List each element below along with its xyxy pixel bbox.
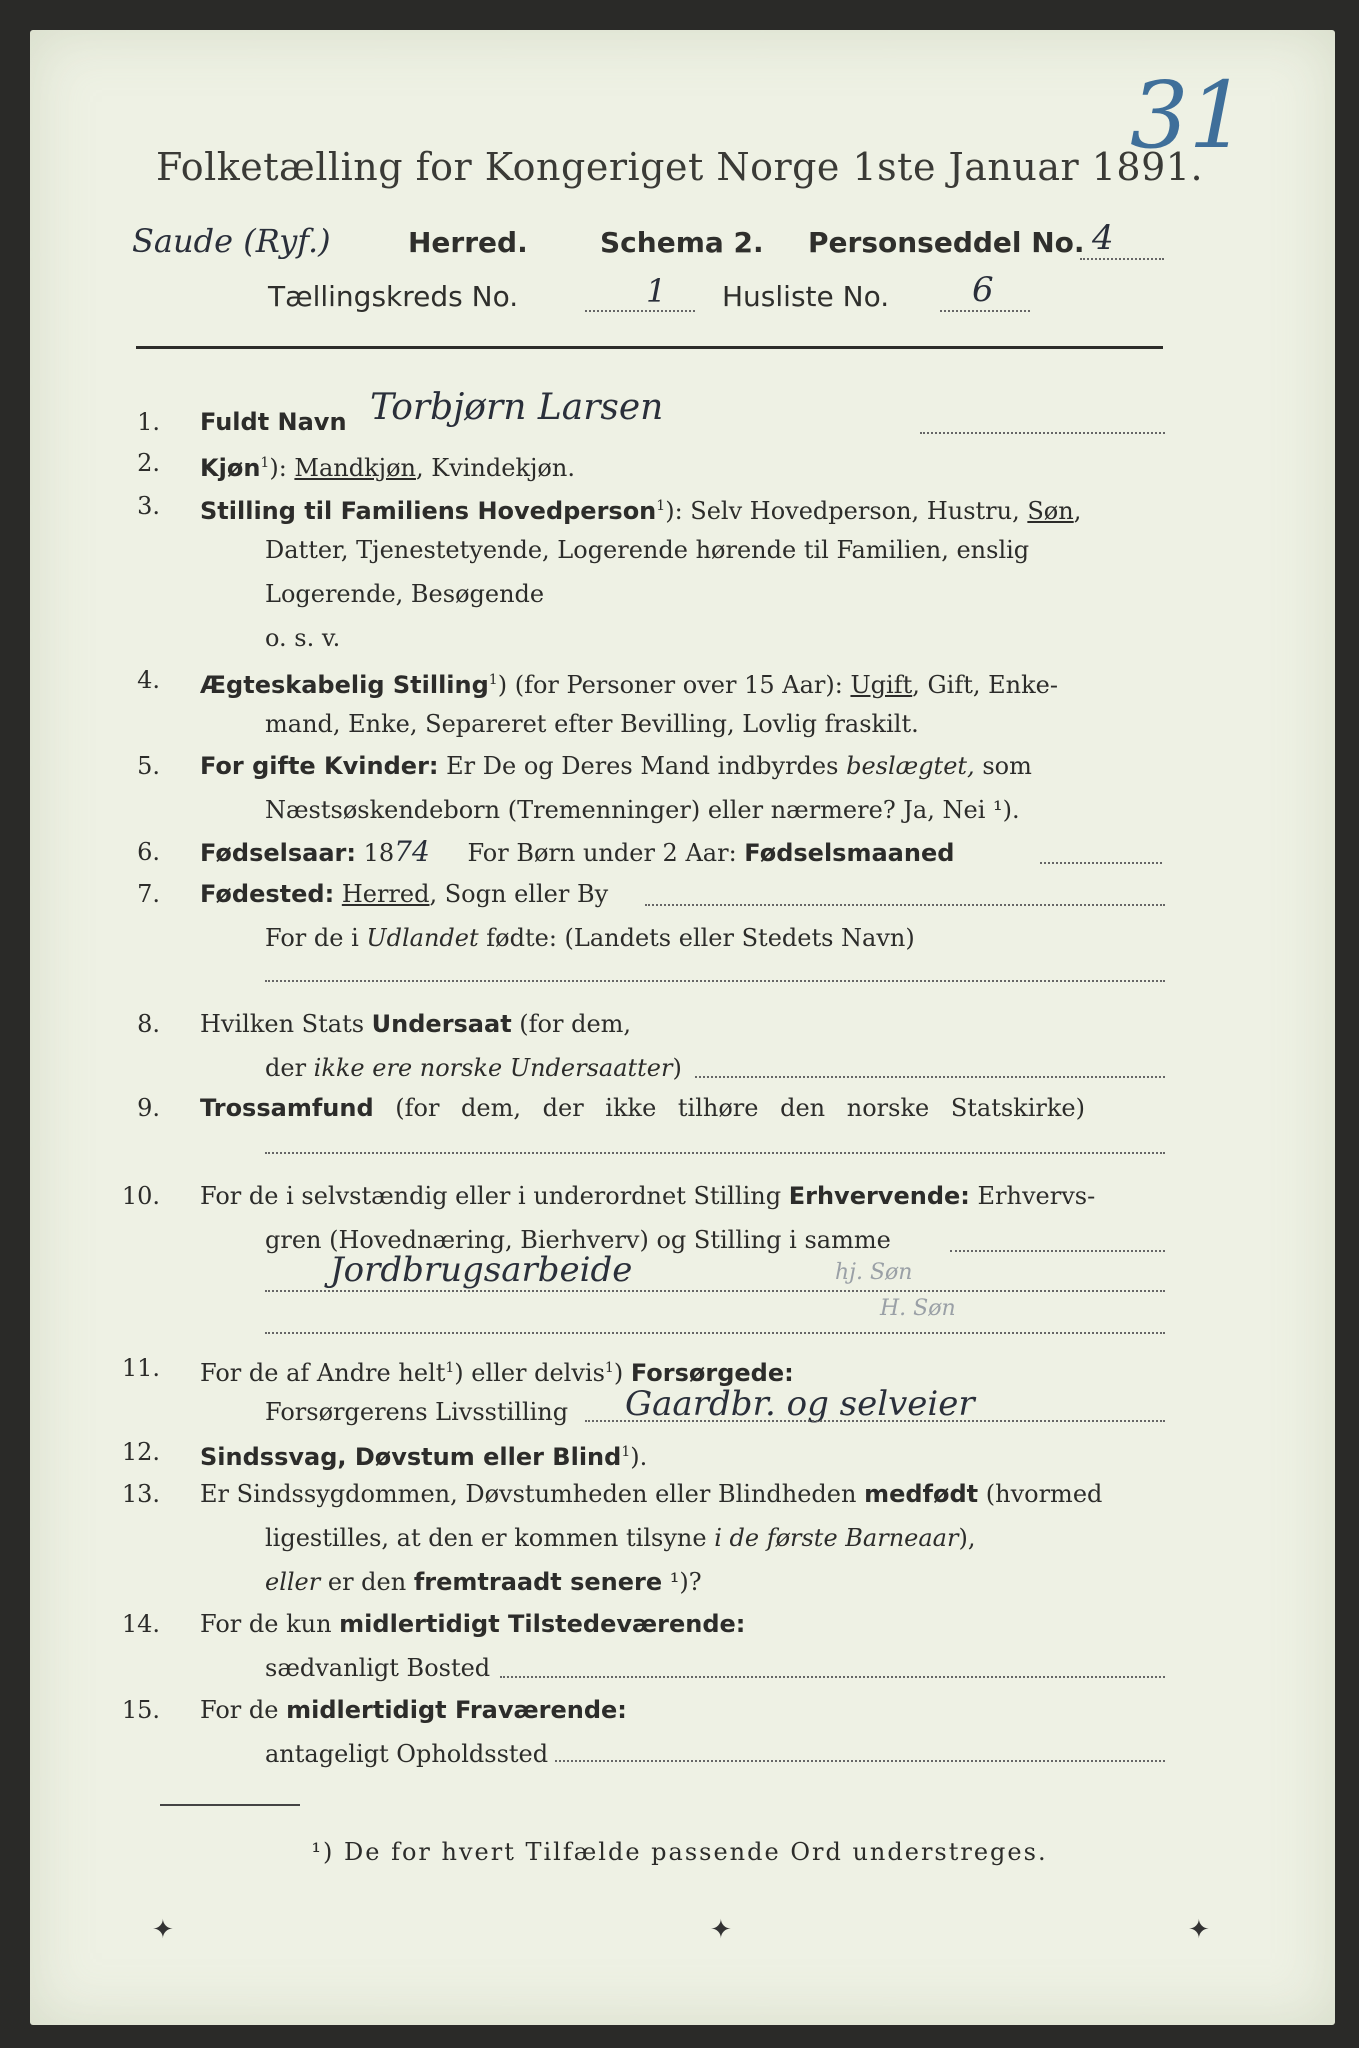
item-7-line1: , Sogn eller By [429, 880, 609, 908]
occupation-annotation-2: H. Søn [880, 1296, 956, 1321]
item-13-line3b: ¹)? [662, 1568, 702, 1596]
item-7-label: Fødested: [200, 880, 335, 908]
form-title: Folketælling for Kongeriget Norge 1ste Januar 1891. [155, 145, 1204, 189]
item-1-number: 1. [137, 408, 160, 436]
item-3-label: Stilling til Familiens Hovedperson [200, 497, 657, 525]
item-13-line1b: (hvormed [978, 1480, 1103, 1508]
item-6-middle: For Børn under 2 Aar: [459, 839, 745, 867]
item-10-line1a: For de i selvstændig eller i underordnet Stilling [200, 1182, 789, 1210]
option-ugift: Ugift [850, 671, 913, 699]
item-15-number: 15. [121, 1696, 160, 1724]
kreds-label: Tællingskreds No. [268, 280, 519, 313]
item-10-line2: gren (Hovednæring, Bierhverv) og Stilling i samme [265, 1226, 891, 1254]
page-number-stamp: 31 [1130, 62, 1248, 169]
item-11-line1b: ) eller delvis [454, 1359, 605, 1387]
item-2-number: 2. [137, 449, 160, 477]
item-1-label: Fuldt Navn [200, 408, 347, 436]
item-2-rest: ): [269, 454, 295, 482]
item-11-line1a: For de af Andre helt [200, 1359, 446, 1387]
item-7-number: 7. [137, 880, 160, 908]
herred-label: Herred. [408, 226, 528, 259]
option-son: Søn [1027, 497, 1074, 525]
item-5-number: 5. [137, 752, 160, 780]
item-8-line1a: Hvilken Stats [200, 1010, 372, 1038]
full-name-value: Torbjørn Larsen [370, 387, 664, 428]
item-10-dots [950, 1250, 1165, 1252]
item-12-label: Sindssvag, Døvstum eller Blind [200, 1443, 622, 1471]
item-15-dots [555, 1760, 1165, 1762]
item-6-label: Fødselsaar: [200, 839, 356, 867]
item-7-line2b: fødte: (Landets eller Stedets Navn) [478, 924, 915, 952]
provider-occupation-value: Gaardbr. og selveier [625, 1384, 975, 1424]
item-4-sup: 1 [488, 672, 498, 688]
husliste-dots [940, 310, 1030, 312]
item-4-line1-end: , Gift, Enke- [912, 671, 1058, 699]
item-4-number: 4. [137, 666, 160, 694]
item-12-end: ). [630, 1443, 648, 1471]
item-8-line2-italic: ikke ere norske Undersaatter [313, 1054, 673, 1082]
item-3-line3: Logerende, Besøgende [265, 580, 545, 608]
item-7-line2a: For de i [265, 924, 367, 952]
item-5-label: For gifte Kvinder: [200, 752, 439, 780]
item-7-dots [645, 904, 1165, 906]
item-8-dots [695, 1076, 1165, 1078]
item-12-number: 12. [121, 1438, 160, 1466]
birth-year-prefix: 18 [356, 839, 395, 867]
item-1-dots [920, 432, 1165, 434]
item-10-dots-2 [265, 1290, 1165, 1292]
option-mandkjon: Mandkjøn [294, 454, 416, 482]
item-3-sup: 1 [656, 498, 666, 514]
item-11-line2: Forsørgerens Livsstilling [265, 1398, 569, 1426]
item-7-line2-italic: Udlandet [366, 924, 479, 952]
binding-mark-right: ✦ [1188, 1915, 1210, 1945]
item-10-line1b: Erhvervs- [969, 1182, 1096, 1210]
binding-mark-left: ✦ [152, 1915, 174, 1945]
item-8-line2b: ) [672, 1054, 682, 1082]
item-11-number: 11. [121, 1354, 160, 1382]
item-10-label: Erhvervende: [788, 1182, 970, 1210]
item-6-label2: Fødselsmaaned [744, 839, 955, 867]
item-11-line1c: ) [613, 1359, 631, 1387]
item-14-number: 14. [121, 1610, 160, 1638]
item-3-number: 3. [137, 492, 160, 520]
item-11-label: Forsørgede: [630, 1359, 794, 1387]
birth-year-value: 74 [394, 835, 430, 868]
item-2-sup: 1 [260, 455, 270, 471]
item-8-label: Undersaat [371, 1010, 512, 1038]
item-3-line1: ): Selv Hovedperson, Hustru, [665, 497, 1028, 525]
herred-value: Saude (Ryf.) [132, 222, 331, 260]
item-13-line2a: ligestilles, at den er kommen tilsyne [265, 1524, 715, 1552]
kreds-dots [585, 310, 695, 312]
personseddel-label: Personseddel No. [808, 226, 1085, 259]
item-14-line1a: For de kun [200, 1610, 340, 1638]
item-9-label: Trossamfund [200, 1094, 374, 1122]
item-9-line1: (for dem, der ikke tilhøre den norske Statskirke) [373, 1094, 1085, 1122]
item-15-line2: antageligt Opholdssted [265, 1740, 549, 1768]
personseddel-value: 4 [1092, 218, 1114, 258]
husliste-value: 6 [972, 270, 994, 310]
item-5-line1-end: som [974, 752, 1032, 780]
item-5-line2: Næstsøskendeborn (Tremenninger) eller nærmere? Ja, Nei ¹). [265, 796, 1020, 824]
item-2-label: Kjøn [200, 454, 261, 482]
item-3-line1-end: , [1073, 497, 1082, 525]
item-13-number: 13. [121, 1480, 160, 1508]
personseddel-dots [1080, 258, 1164, 260]
item-8-line2a: der [265, 1054, 314, 1082]
schema-label: Schema 2. [600, 226, 764, 259]
item-8-line1b: (for dem, [511, 1010, 632, 1038]
item-7-dots-2 [265, 980, 1165, 982]
item-8-number: 8. [137, 1010, 160, 1038]
binding-mark-center: ✦ [710, 1915, 732, 1945]
footnote: ¹) De for hvert Tilfælde passende Ord understreges. [311, 1838, 1048, 1866]
item-13-line2b: ), [958, 1524, 976, 1552]
item-4-line2: mand, Enke, Separeret efter Bevilling, Lovlig fraskilt. [265, 710, 919, 738]
occupation-value: Jordbrugsarbeide [330, 1250, 633, 1290]
footnote-rule [160, 1804, 300, 1806]
item-3-line4: o. s. v. [265, 624, 341, 652]
item-9-number: 9. [137, 1094, 160, 1122]
item-10-number: 10. [121, 1182, 160, 1210]
item-5-line1-italic: beslægtet, [846, 752, 975, 780]
item-15-line1a: For de [200, 1696, 287, 1724]
item-4-label: Ægteskabelig Stilling [200, 671, 489, 699]
item-10-dots-3 [265, 1332, 1165, 1334]
occupation-annotation: hj. Søn [835, 1260, 913, 1285]
kreds-value: 1 [646, 272, 667, 310]
item-13-line3a: er den [320, 1568, 414, 1596]
option-herred: Herred [341, 880, 430, 908]
item-12-sup: 1 [621, 1444, 631, 1460]
item-15-label: midlertidigt Fraværende: [286, 1696, 627, 1724]
husliste-label: Husliste No. [722, 280, 890, 313]
item-5-line1: Er De og Deres Mand indbyrdes [438, 752, 847, 780]
item-13-line3-italic: eller [265, 1568, 321, 1596]
item-11-dots [585, 1420, 1165, 1422]
item-6-number: 6. [137, 838, 160, 866]
item-13-label: medfødt [864, 1480, 979, 1508]
item-14-dots [500, 1676, 1165, 1678]
item-13-line2-italic: i de første Barneaar [714, 1524, 959, 1552]
item-6-dots [1040, 862, 1162, 864]
item-13-label2: fremtraadt senere [413, 1568, 663, 1596]
item-14-label: midlertidigt Tilstedeværende: [339, 1610, 746, 1638]
item-3-line2: Datter, Tjenestetyende, Logerende hørende til Familien, enslig [265, 536, 1030, 564]
header-rule [136, 346, 1163, 349]
item-13-line1a: Er Sindssygdommen, Døvstumheden eller Blindheden [200, 1480, 865, 1508]
option-kvindekjon: , Kvindekjøn. [416, 454, 575, 482]
item-14-line2: sædvanligt Bosted [265, 1654, 491, 1682]
item-4-line1: ) (for Personer over 15 Aar): [497, 671, 851, 699]
item-9-dots [265, 1152, 1165, 1154]
